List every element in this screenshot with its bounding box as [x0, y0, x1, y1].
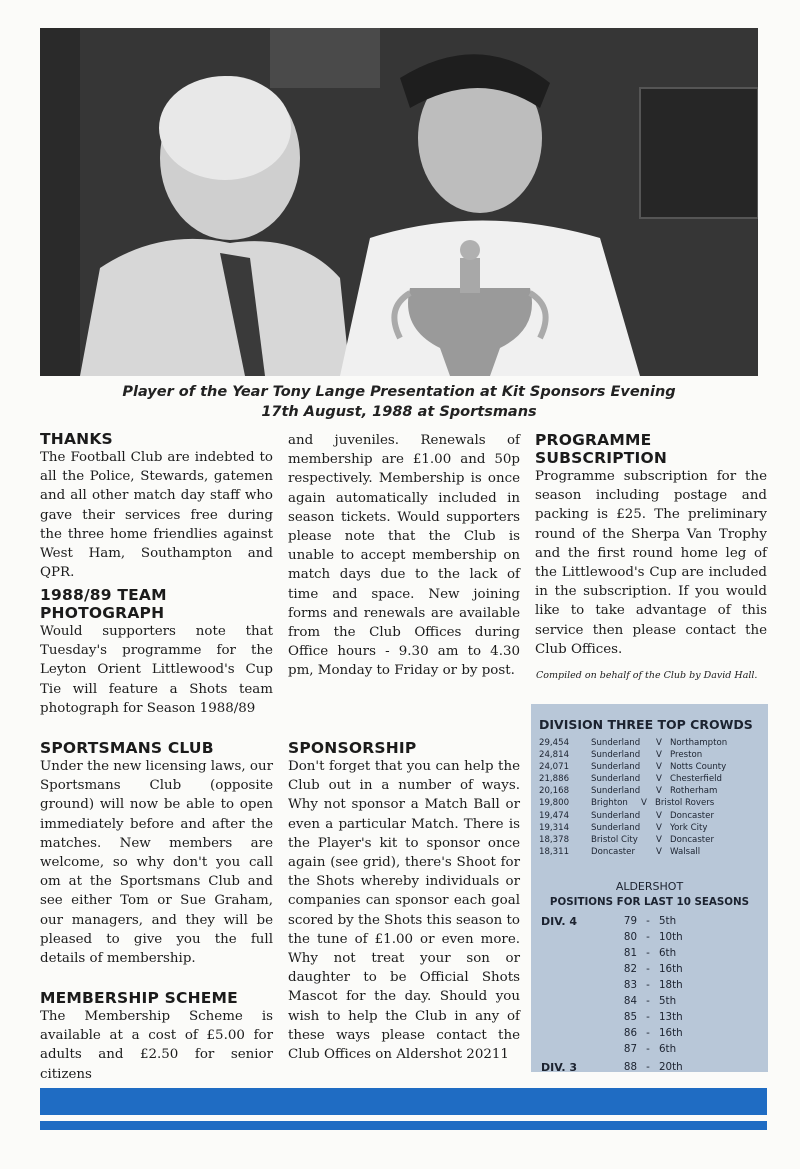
- footer-stripe-top: [40, 1088, 767, 1115]
- sportsmans-club-heading: SPORTSMANS CLUB: [40, 739, 214, 757]
- season-row: 88 - 20th: [623, 1060, 683, 1073]
- stats-box: [531, 704, 768, 1072]
- sponsorship-section: [288, 739, 520, 1064]
- photo-illustration: [40, 28, 758, 376]
- presentation-photo: [40, 28, 758, 376]
- photo-caption: [40, 382, 758, 422]
- compiled-credit: Compiled on behalf of the Club by David Hall.: [536, 670, 758, 681]
- team-photo-heading-line-1: 1988/89 TEAM: [40, 586, 167, 604]
- crowd-row: 29,454 Sunderland V Northampton: [539, 738, 728, 748]
- caption-line-1: Player of the Year Tony Lange Presentation at Kit Sponsors Evening: [122, 384, 676, 400]
- programme-section: [535, 431, 767, 659]
- team-photo-text: Would supporters note that Tuesday's programme for the Leyton Orient Littlewood's Cup Tie will feature a Shots team photograph for Season 1988/89: [40, 624, 273, 716]
- caption-line-2: 17th August, 1988 at Sportsmans: [261, 404, 537, 420]
- season-row: 80 - 10th: [623, 930, 683, 943]
- programme-heading-line-1: PROGRAMME: [535, 431, 652, 449]
- team-photo-heading-line-2: PHOTOGRAPH: [40, 604, 165, 622]
- column-2: [288, 431, 520, 681]
- season-row: 79 - 5th: [623, 914, 677, 927]
- membership-text: The Membership Scheme is available at a cost of £5.00 for adults and £2.50 for senior citizens: [40, 1009, 273, 1082]
- top-crowds-title: DIVISION THREE TOP CROWDS: [539, 717, 753, 732]
- sportsmans-club-text: Under the new licensing laws, our Sportsmans Club (opposite ground) will now be able to open immediately before and after the matches. New members are welcome, so why don't you call om at the Sportsmans Club and see either Tom or Sue Graham, our managers, and they will be pleased to give you the full details of membership.: [40, 759, 273, 967]
- aldershot-label: ALDERSHOT: [615, 879, 684, 893]
- membership-heading: MEMBERSHIP SCHEME: [40, 989, 238, 1007]
- crowd-row: 19,314 Sunderland V York City: [539, 822, 708, 833]
- season-row: 85 - 13th: [623, 1010, 683, 1023]
- season-row: 82 - 16th: [623, 962, 683, 975]
- footer-stripe-bottom: [40, 1121, 767, 1130]
- seasons-table: [531, 913, 768, 1103]
- programme-text: Programme subscription for the season including postage and packing is £25. The preliminary round of the Sherpa Van Trophy and the first round home leg of the Littlewood's Cup are included in the subscription. If you would like to take advantage of this service then please contact the Club Offices.: [535, 469, 767, 657]
- crowd-row: 18,311 Doncaster V Walsall: [539, 846, 701, 857]
- crowd-row: 20,168 Sunderland V Rotherham: [539, 786, 718, 797]
- div-4-label: DIV. 4: [541, 914, 577, 928]
- top-crowds-list: [531, 737, 768, 858]
- crowd-row: 21,886 Sunderland V Chesterfield: [539, 774, 722, 785]
- team-photo-section: [40, 586, 273, 718]
- thanks-text: The Football Club are indebted to all the Police, Stewards, gatemen and all other match day staff who gave their services free during the three home friendlies against West Ham, Southampton and QPR.: [40, 450, 273, 581]
- crowd-row: 24,814 Sunderland V Preston: [539, 750, 703, 761]
- crowd-row: 19,474 Sunderland V Doncaster: [539, 810, 714, 821]
- sportsmans-club-section: [40, 739, 273, 968]
- crowd-row: 19,800 Brighton V Bristol Rovers: [539, 798, 715, 809]
- sponsorship-heading: SPONSORSHIP: [288, 739, 417, 757]
- season-row: 87 - 6th: [623, 1042, 677, 1055]
- season-row: 86 - 16th: [623, 1026, 683, 1039]
- membership-continued-text: and juveniles. Renewals of membership are £1.00 and 50p respectively. Membership is once again automatically included in season tickets. Would supporters please note that the Club is unable to accept membership on match days due to the lack of time and space. New joining forms and renewals are available from the Club Offices during Office hours - 9.30 am to 4.30 pm, Monday to Friday or by post.: [288, 433, 520, 679]
- season-row: 81 - 6th: [623, 946, 677, 959]
- thanks-heading: THANKS: [40, 430, 113, 448]
- crowd-row: 18,378 Bristol City V Doncaster: [539, 834, 714, 845]
- season-row: 84 - 5th: [623, 994, 677, 1007]
- sponsorship-text: Don't forget that you can help the Club out in a number of ways. Why not sponsor a Match Ball or even a particular Match. There is the Player's kit to sponsor once again (see grid), there's Shoot for the Shots whereby individuals or companies can sponsor each goal scored by the Shots this season to the tune of £1.00 or even more. Why not treat your son or daughter to be Official Shots Mascot for the day. Should you wish to help the Club in any of these ways please contact the Club Offices on Aldershot 20211: [288, 759, 520, 1063]
- crowd-row: 24,071 Sunderland V Notts County: [539, 762, 727, 773]
- positions-subtitle: POSITIONS FOR LAST 10 SEASONS: [549, 895, 750, 908]
- column-1: [40, 430, 273, 582]
- membership-section: [40, 989, 273, 1084]
- season-row: 83 - 18th: [623, 978, 683, 991]
- programme-heading-line-2: SUBSCRIPTION: [535, 449, 668, 467]
- div-3-label: DIV. 3: [541, 1060, 577, 1074]
